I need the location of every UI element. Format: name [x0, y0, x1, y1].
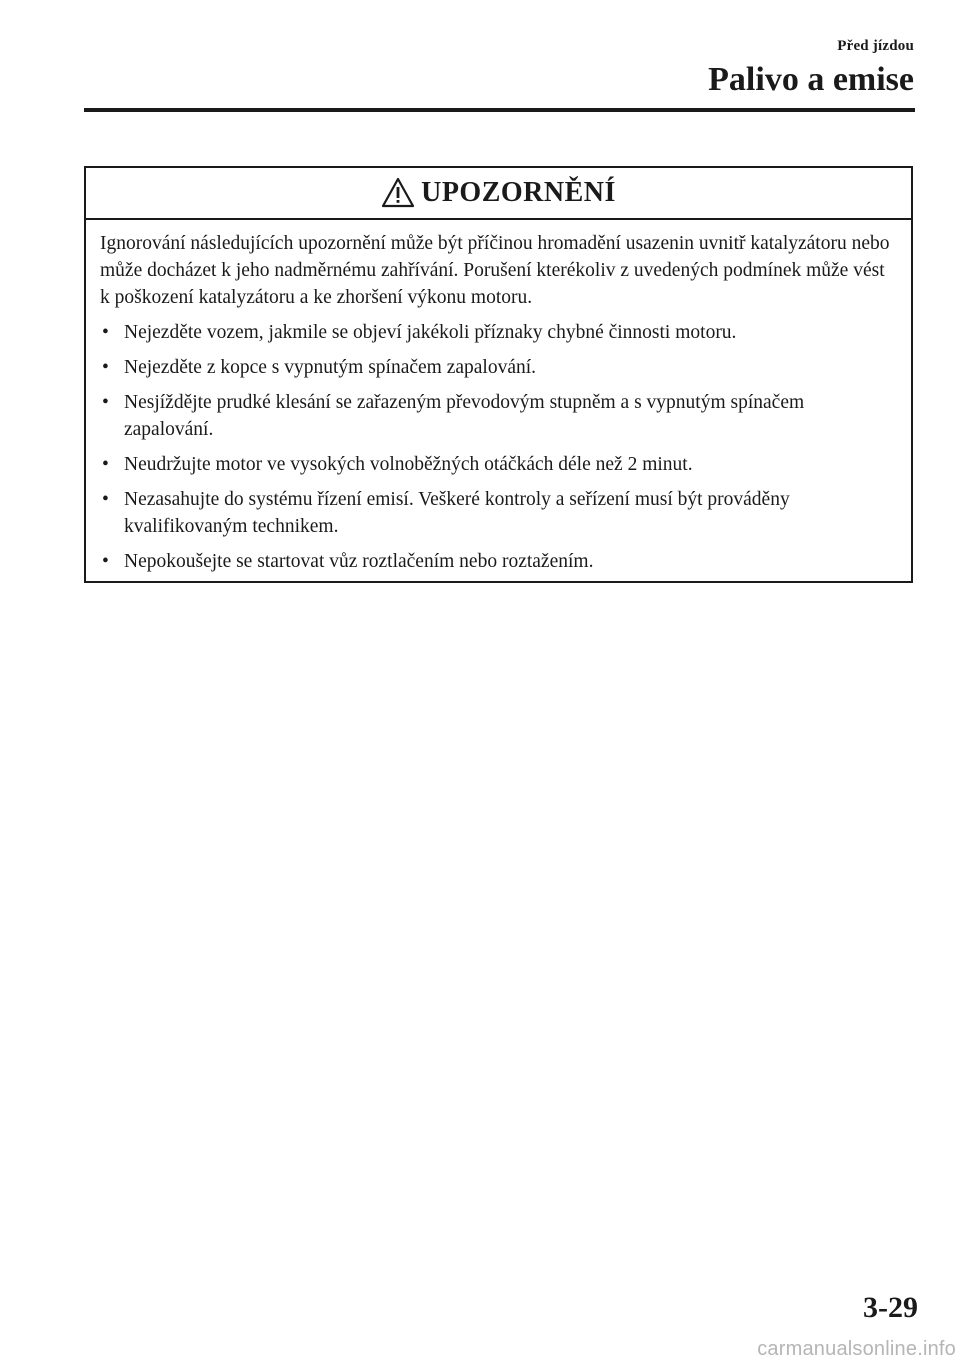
warning-triangle-icon	[381, 177, 415, 209]
section-label: Před jízdou	[837, 38, 914, 54]
list-item-text: Nezasahujte do systému řízení emisí. Veškeré kontroly a seřízení musí být prováděny kvalifikovaným technikem.	[124, 489, 790, 537]
bullet-mark: •	[102, 392, 109, 413]
watermark: carmanualsonline.info	[757, 1338, 956, 1360]
list-item-text: Nesjíždějte prudké klesání se zařazeným převodovým stupněm a s vypnutým spínačem zapalování.	[124, 392, 805, 440]
bullet-mark: •	[102, 454, 109, 475]
warning-box	[84, 166, 913, 583]
header-rule	[84, 108, 915, 112]
bullet-mark: •	[102, 489, 109, 510]
list-item-text: Neudržujte motor ve vysokých volnoběžných otáčkách déle než 2 minut.	[124, 454, 693, 475]
warning-title: UPOZORNĚNÍ	[421, 177, 616, 208]
bullet-mark: •	[102, 322, 109, 343]
list-item	[100, 548, 897, 575]
list-item	[100, 389, 897, 443]
list-item	[100, 486, 897, 540]
bullet-mark: •	[102, 357, 109, 378]
list-item	[100, 451, 897, 478]
warning-bullet-list	[100, 319, 897, 575]
page-title: Palivo a emise	[708, 61, 914, 98]
bullet-mark: •	[102, 551, 109, 572]
list-item	[100, 354, 897, 381]
warning-intro: Ignorování následujících upozornění může být příčinou hromadění usazenin uvnitř katalyzátoru nebo může docházet k jeho nadměrnému zahřívání. Porušení kterékoliv z uvedených podmínek může vést k poškození katalyzátoru a ke zhoršení výkonu motoru.	[100, 233, 890, 308]
warning-header	[86, 168, 911, 220]
list-item-text: Nepokoušejte se startovat vůz roztlačením nebo roztažením.	[124, 551, 594, 572]
list-item-text: Nejezděte z kopce s vypnutým spínačem zapalování.	[124, 357, 537, 378]
list-item	[100, 319, 897, 346]
warning-body	[86, 220, 911, 575]
list-item-text: Nejezděte vozem, jakmile se objeví jakékoli příznaky chybné činnosti motoru.	[124, 322, 737, 343]
page-number: 3-29	[863, 1291, 918, 1324]
